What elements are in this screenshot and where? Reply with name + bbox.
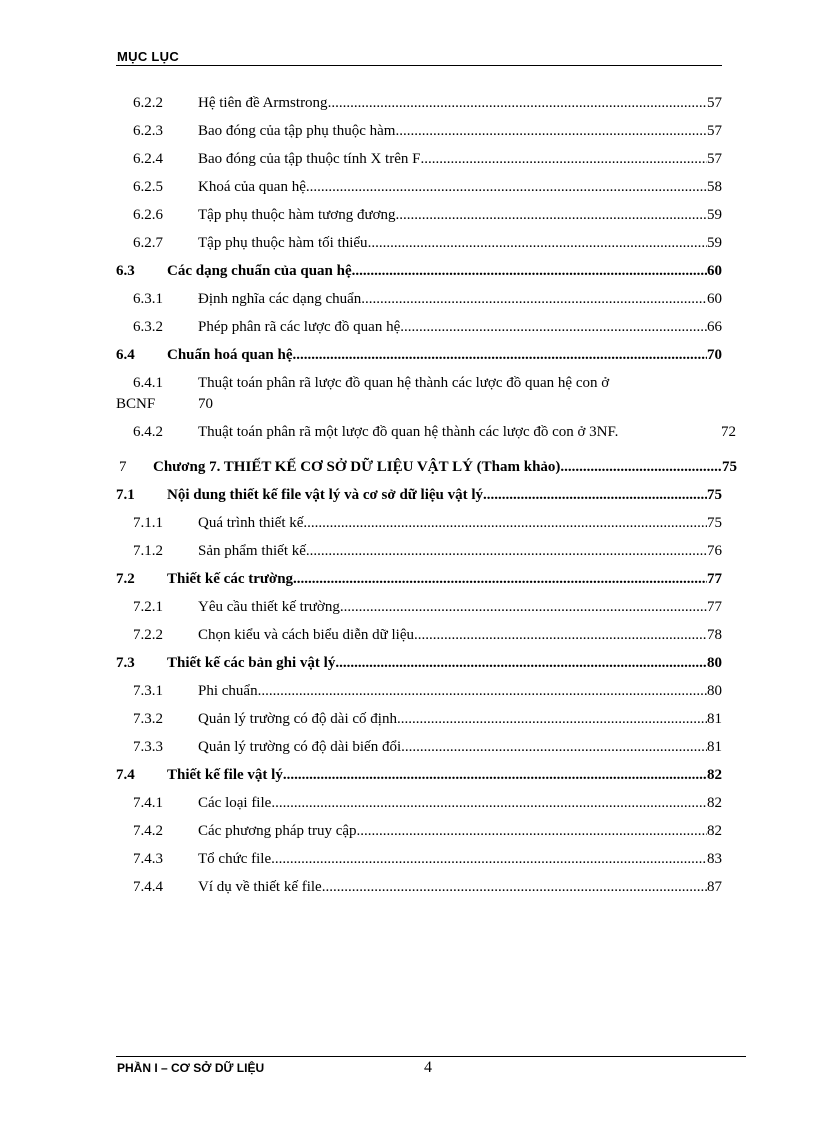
toc-entry-section[interactable] [116, 345, 722, 365]
toc-leader [420, 149, 707, 169]
toc-number: 7.2 [116, 571, 135, 587]
toc-entry-section[interactable] [116, 261, 722, 281]
toc-title: Chuẩn hoá quan hệ [167, 347, 293, 363]
toc-title-continuation: BCNF [116, 396, 156, 412]
toc-title: Quá trình thiết kế [198, 515, 304, 531]
toc-entry[interactable] [116, 205, 722, 225]
toc-number: 6.4.2 [133, 424, 163, 440]
toc-leader [306, 177, 707, 197]
toc-leader [322, 877, 707, 897]
toc-page: 57 [707, 95, 722, 111]
toc-number: 7.3.1 [133, 683, 163, 699]
toc-title: Các dạng chuẩn của quan hệ [167, 263, 352, 279]
toc-number: 6.2.7 [133, 235, 163, 251]
toc-title: Khoá của quan hệ [198, 179, 306, 195]
toc-title: Tập phụ thuộc hàm tương đương [198, 207, 396, 223]
toc-page: 82 [707, 795, 722, 811]
toc-leader [357, 821, 707, 841]
toc-number: 6.2.4 [133, 151, 163, 167]
toc-entry[interactable] [116, 737, 722, 757]
toc-title: Quản lý trường có độ dài cố định [198, 711, 397, 727]
toc-entry-section[interactable] [116, 653, 722, 673]
toc-title: Nội dung thiết kế file vật lý và cơ sở dữ liệu vật lý [167, 487, 484, 503]
toc-entry[interactable] [116, 121, 722, 141]
toc-title: Thiết kế các trường [167, 571, 294, 587]
toc-leader [368, 233, 707, 253]
toc-leader [283, 765, 707, 785]
toc-entry-chapter[interactable] [116, 457, 737, 477]
toc-entry[interactable] [116, 149, 722, 169]
toc-number: 6.3 [116, 263, 135, 279]
toc-number: 7.1 [116, 487, 135, 503]
toc-title: Thuật toán phân rã một lược đồ quan hệ thành các lược đồ con ở 3NF. [198, 424, 619, 440]
toc-entry-section[interactable] [116, 485, 722, 505]
running-footer-title: PHẦN I – CƠ SỞ DỮ LIỆU [117, 1061, 265, 1075]
toc-page: 58 [707, 179, 722, 195]
toc-page: 60 [707, 263, 722, 279]
toc-leader [271, 793, 707, 813]
toc-page: 75 [707, 487, 722, 503]
toc-leader [328, 93, 707, 113]
toc-entry[interactable] [116, 177, 722, 197]
toc-page: 81 [707, 739, 722, 755]
toc-number: 7.3.2 [133, 711, 163, 727]
toc-number: 6.2.2 [133, 95, 163, 111]
toc-page: 70 [707, 347, 722, 363]
toc-leader [483, 485, 707, 505]
toc-page: 80 [707, 683, 722, 699]
toc-entry[interactable] [116, 681, 722, 701]
toc-number: 7.1.2 [133, 543, 163, 559]
toc-title: Thiết kế file vật lý [167, 767, 283, 783]
toc-title: Thuật toán phân rã lược đồ quan hệ thành các lược đồ quan hệ con ở [198, 375, 610, 391]
toc-number: 6.4.1 [133, 375, 163, 391]
toc-entry[interactable] [116, 597, 722, 617]
toc-number: 7.2.1 [133, 599, 163, 615]
toc-page: 59 [707, 207, 722, 223]
toc-title: Ví dụ về thiết kế file [198, 879, 322, 895]
toc-entry[interactable] [116, 317, 722, 337]
toc-title: Chọn kiểu và cách biểu diễn dữ liệu [198, 627, 414, 643]
toc-title: Tổ chức file [198, 851, 272, 867]
toc-page: 72 [721, 424, 736, 440]
toc-title: Định nghĩa các dạng chuẩn [198, 291, 362, 307]
toc-leader [306, 541, 707, 561]
toc-leader [292, 345, 707, 365]
toc-leader [293, 569, 707, 589]
toc-number: 7.4.2 [133, 823, 163, 839]
toc-page: 57 [707, 123, 722, 139]
toc-title: Bao đóng của tập thuộc tính X trên F [198, 151, 421, 167]
toc-entry[interactable] [116, 422, 736, 442]
toc-number: 7.2.2 [133, 627, 163, 643]
toc-number: 6.2.3 [133, 123, 163, 139]
toc-page: 70 [198, 396, 213, 412]
toc-entry-section[interactable] [116, 765, 722, 785]
toc-leader [414, 625, 707, 645]
toc-page: 76 [707, 543, 722, 559]
footer-rule [116, 1056, 746, 1057]
toc-title: Hệ tiên đề Armstrong [198, 95, 328, 111]
toc-entry-section[interactable] [116, 569, 722, 589]
toc-entry-multiline[interactable] [116, 373, 722, 415]
toc-entry[interactable] [116, 793, 722, 813]
toc-page: 82 [707, 767, 722, 783]
toc-number: 6.3.1 [133, 291, 163, 307]
toc-leader [397, 709, 707, 729]
toc-entry[interactable] [116, 849, 722, 869]
toc-number: 6.2.6 [133, 207, 163, 223]
toc-page: 83 [707, 851, 722, 867]
toc-title: Sản phẩm thiết kế [198, 543, 306, 559]
toc-page: 82 [707, 823, 722, 839]
toc-entry[interactable] [116, 289, 722, 309]
toc-number: 7.3.3 [133, 739, 163, 755]
toc-entry[interactable] [116, 233, 722, 253]
toc-entry[interactable] [116, 821, 722, 841]
toc-page: 57 [707, 151, 722, 167]
toc-page: 75 [707, 515, 722, 531]
toc-leader [560, 457, 722, 477]
toc-page: 59 [707, 235, 722, 251]
toc-entry[interactable] [116, 93, 722, 113]
toc-entry[interactable] [116, 709, 722, 729]
toc-page: 77 [707, 599, 722, 615]
toc-title: Các phương pháp truy cập [198, 823, 357, 839]
running-header-title: MỤC LỤC [117, 49, 180, 64]
toc-page: 87 [707, 879, 722, 895]
toc-number: 7 [119, 459, 127, 475]
toc-leader [400, 317, 707, 337]
toc-number: 7.4.3 [133, 851, 163, 867]
toc-number: 6.3.2 [133, 319, 163, 335]
toc-title: Phép phân rã các lược đồ quan hệ [198, 319, 401, 335]
toc-page: 81 [707, 711, 722, 727]
toc-leader [335, 653, 707, 673]
toc-leader [258, 681, 707, 701]
toc-leader [401, 737, 707, 757]
toc-title: Các loại file [198, 795, 272, 811]
toc-entry[interactable] [116, 513, 722, 533]
toc-title: Phi chuẩn [198, 683, 258, 699]
toc-leader [352, 261, 707, 281]
toc-page: 80 [707, 655, 722, 671]
toc-title: Chương 7. THIẾT KẾ CƠ SỞ DỮ LIỆU VẬT LÝ (Tham khảo) [153, 459, 561, 475]
toc-page: 78 [707, 627, 722, 643]
toc-leader [340, 597, 707, 617]
toc-leader [303, 513, 707, 533]
toc-entry[interactable] [116, 541, 722, 561]
toc-page: 66 [707, 319, 722, 335]
header-rule [116, 65, 722, 66]
toc-page: 77 [707, 571, 722, 587]
toc-entry[interactable] [116, 877, 722, 897]
toc-title: Quản lý trường có độ dài biến đổi [198, 739, 402, 755]
toc-entry[interactable] [116, 625, 722, 645]
toc-number: 6.4 [116, 347, 135, 363]
toc-number: 7.4 [116, 767, 135, 783]
toc-leader [361, 289, 707, 309]
toc-number: 7.4.4 [133, 879, 163, 895]
toc-title: Bao đóng của tập phụ thuộc hàm [198, 123, 396, 139]
toc-page: 60 [707, 291, 722, 307]
toc-leader [271, 849, 707, 869]
toc-page: 75 [722, 459, 737, 475]
toc-number: 7.4.1 [133, 795, 163, 811]
toc-title: Tập phụ thuộc hàm tối thiểu [198, 235, 368, 251]
page-number: 4 [424, 1059, 432, 1076]
toc-title: Yêu cầu thiết kế trường [198, 599, 340, 615]
toc-number: 7.1.1 [133, 515, 163, 531]
toc-number: 6.2.5 [133, 179, 163, 195]
toc-leader [396, 205, 707, 225]
toc-title: Thiết kế các bản ghi vật lý [167, 655, 336, 671]
toc-leader [395, 121, 707, 141]
toc-number: 7.3 [116, 655, 135, 671]
